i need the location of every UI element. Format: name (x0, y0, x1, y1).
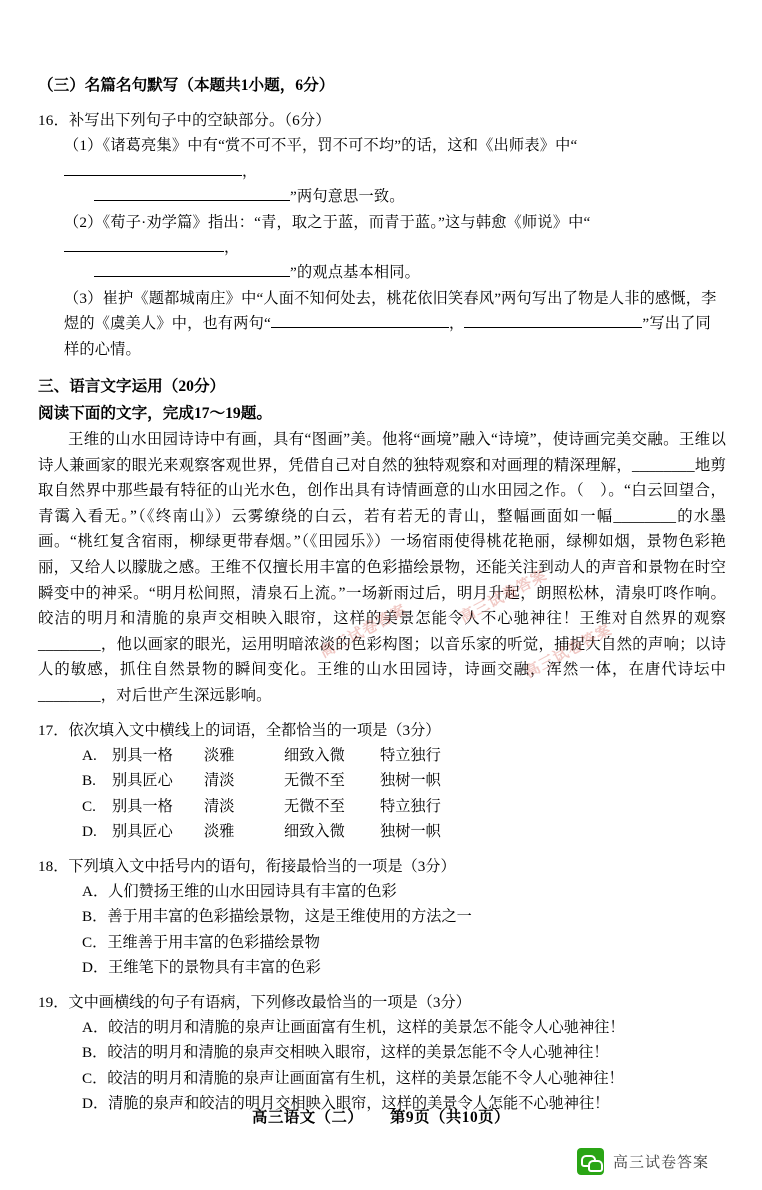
question-17-option-a[interactable] (38, 743, 726, 768)
option-word-3: 细致入微 (284, 747, 345, 764)
option-label: A. (82, 747, 97, 764)
q16-1-text-b: ， (242, 162, 258, 180)
option-word-4: 特立独行 (380, 747, 441, 764)
section-three-subheading: 阅读下面的文字，完成17～19题。 (38, 405, 272, 423)
q16-3-text-a: 崔护《题都城南庄》中“人面不知何处去，桃花依旧笑春风”两句写出了物是人非的感慨，李煜的《虞美人》中，也有两句“ (64, 289, 717, 333)
question-16-item-1 (38, 133, 726, 184)
footer-page-number: 第9页（共10页） (390, 1109, 510, 1126)
option-word-1: 别具匠心 (112, 772, 173, 790)
page-footer (0, 1105, 762, 1127)
q16-2-text-b: ， (224, 239, 240, 257)
answer-blank[interactable] (94, 276, 290, 277)
q16-2-label: （2） (64, 213, 103, 231)
question-16-item-2 (38, 210, 726, 261)
question-19-option-c[interactable]: C．皎洁的明月和清脆的泉声让画面富有生机，这样的美景怎能不令人心驰神往！ (82, 1069, 624, 1087)
option-word-2: 淡雅 (204, 823, 235, 841)
option-word-2: 清淡 (204, 797, 235, 815)
brand-name: 高三试卷答案 (613, 1154, 710, 1171)
question-19-stem: 19．文中画横线的句子有语病，下列修改最恰当的一项是（3分） (38, 993, 471, 1011)
brand-badge (577, 1148, 709, 1175)
answer-blank[interactable] (94, 200, 290, 201)
option-label: B. (82, 772, 96, 790)
page-content (38, 72, 726, 1117)
option-word-2: 清淡 (204, 772, 235, 790)
watermark-text: 高三试卷答案 (457, 567, 550, 627)
question-18-stem: 18．下列填入文中括号内的语句，衔接最恰当的一项是（3分） (38, 857, 456, 875)
answer-blank[interactable] (464, 327, 642, 328)
option-word-4: 独树一帜 (380, 823, 441, 841)
option-word-4: 独树一帜 (380, 772, 441, 790)
q16-3-label: （3） (64, 289, 103, 307)
q16-3-text-b: ， (448, 315, 465, 333)
answer-blank[interactable] (64, 175, 242, 176)
question-16-item-3 (38, 286, 726, 362)
question-16-item-1-cont (38, 184, 726, 209)
q16-2-text-a: 《荀子·劝学篇》指出：“青，取之于蓝，而青于蓝。”这与韩愈《师说》中“ (102, 213, 591, 231)
q16-2-text-c: ”的观点基本相同。 (290, 264, 421, 282)
option-label: D. (82, 823, 97, 841)
question-18-option-a[interactable]: A．人们赞扬王维的山水田园诗具有丰富的色彩 (82, 883, 397, 901)
option-word-1: 别具一格 (112, 747, 173, 764)
question-19-option-d[interactable]: D．清脆的泉声和皎洁的明月交相映入眼帘，这样的美景令人怎能不心驰神往！ (82, 1095, 610, 1113)
q16-1-text-c: ”两句意思一致。 (290, 188, 405, 206)
q16-3-text (64, 290, 717, 358)
option-word-3: 细致入微 (284, 823, 345, 841)
question-17-option-c[interactable] (38, 794, 726, 819)
watermark-text: 高三试卷答案 (317, 602, 410, 662)
option-word-1: 别具匠心 (112, 823, 173, 841)
question-18-option-b[interactable]: B．善于用丰富的色彩描绘景物，这是王维使用的方法之一 (82, 908, 472, 926)
reading-passage (38, 427, 726, 709)
option-word-3: 无微不至 (284, 772, 345, 790)
answer-blank[interactable] (64, 251, 224, 252)
option-label: C. (82, 797, 96, 815)
q16-1-label: （1） (64, 137, 103, 155)
option-word-2: 淡雅 (204, 747, 235, 764)
wechat-icon (577, 1148, 604, 1175)
question-17-stem: 17．依次填入文中横线上的词语，全都恰当的一项是（3分） (38, 721, 441, 739)
question-16-stem: 16．补写出下列句子中的空缺部分。（6分） (38, 112, 331, 129)
question-17-option-d[interactable] (38, 819, 726, 844)
question-17-option-b[interactable] (38, 768, 726, 793)
answer-blank[interactable] (271, 327, 449, 328)
question-18-option-c[interactable]: C．王维善于用丰富的色彩描绘景物 (82, 933, 320, 951)
question-16-item-2-cont (38, 260, 726, 285)
question-19-option-a[interactable]: A．皎洁的明月和清脆的泉声让画面富有生机，这样的美景怎不能令人心驰神往！ (82, 1019, 625, 1037)
q16-1-text-a: 《诸葛亮集》中有“赏不可不平，罚不可不均”的话，这和《出师表》中“ (102, 137, 578, 155)
watermark-text: 高三试卷答案 (522, 622, 615, 682)
question-19-option-b[interactable]: B．皎洁的明月和清脆的泉声交相映入眼帘，这样的美景怎能不令人心驰神往！ (82, 1044, 609, 1062)
section-c-heading: （三）名篇名句默写（本题共1小题，6分） (38, 77, 335, 94)
question-18-option-d[interactable]: D．王维笔下的景物具有丰富的色彩 (82, 959, 321, 977)
option-word-4: 特立独行 (380, 797, 441, 815)
section-three-heading: 三、语言文字运用（20分） (38, 378, 226, 396)
option-word-3: 无微不至 (284, 797, 345, 815)
footer-title: 高三语文（二） (252, 1109, 364, 1126)
passage-paragraph: 王维的山水田园诗诗中有画，具有“图画”美。他将“画境”融入“诗境”，使诗画完美交融。王维以诗人兼画家的眼光来观察客观世界，凭借自己对自然的独特观察和对画理的精深理解，________地剪取自然界中那些最有特征的山光水色，创作出具有诗情画意的山水田园之作。（ ）。“白云回望合，青霭入看无。”（《终南山》）云雾缭绕的白云，若有若无的青山，整幅画面如一幅________的水墨画。“桃红复含宿雨，柳绿更带春烟。”（《田园乐》）一场宿雨使得桃花艳丽，绿柳如烟，景物色彩艳丽，又给人以朦胧之感。王维不仅擅长用丰富的色彩描绘景物，还能关注到动人的声音和景物在时空瞬变中的神采。“明月松间照，清泉石上流。”一场新雨过后，明月升起，朗照松林，清泉叮咚作响。皎洁的明月和清脆的泉声交相映入眼帘，这样的美景怎能令人不心驰神往！王维对自然界的观察________，他以画家的眼光，运用明暗浓淡的色彩构图；以音乐家的听觉，捕捉大自然的声响；以诗人的敏感，抓住自然景物的瞬间变化。王维的山水田园诗，诗画交融，浑然一体，在唐代诗坛中________，对后世产生深远影响。 (38, 431, 726, 704)
q16-3-text-c: ”写出了同样的心情。 (64, 315, 711, 358)
option-word-1: 别具一格 (112, 797, 173, 815)
